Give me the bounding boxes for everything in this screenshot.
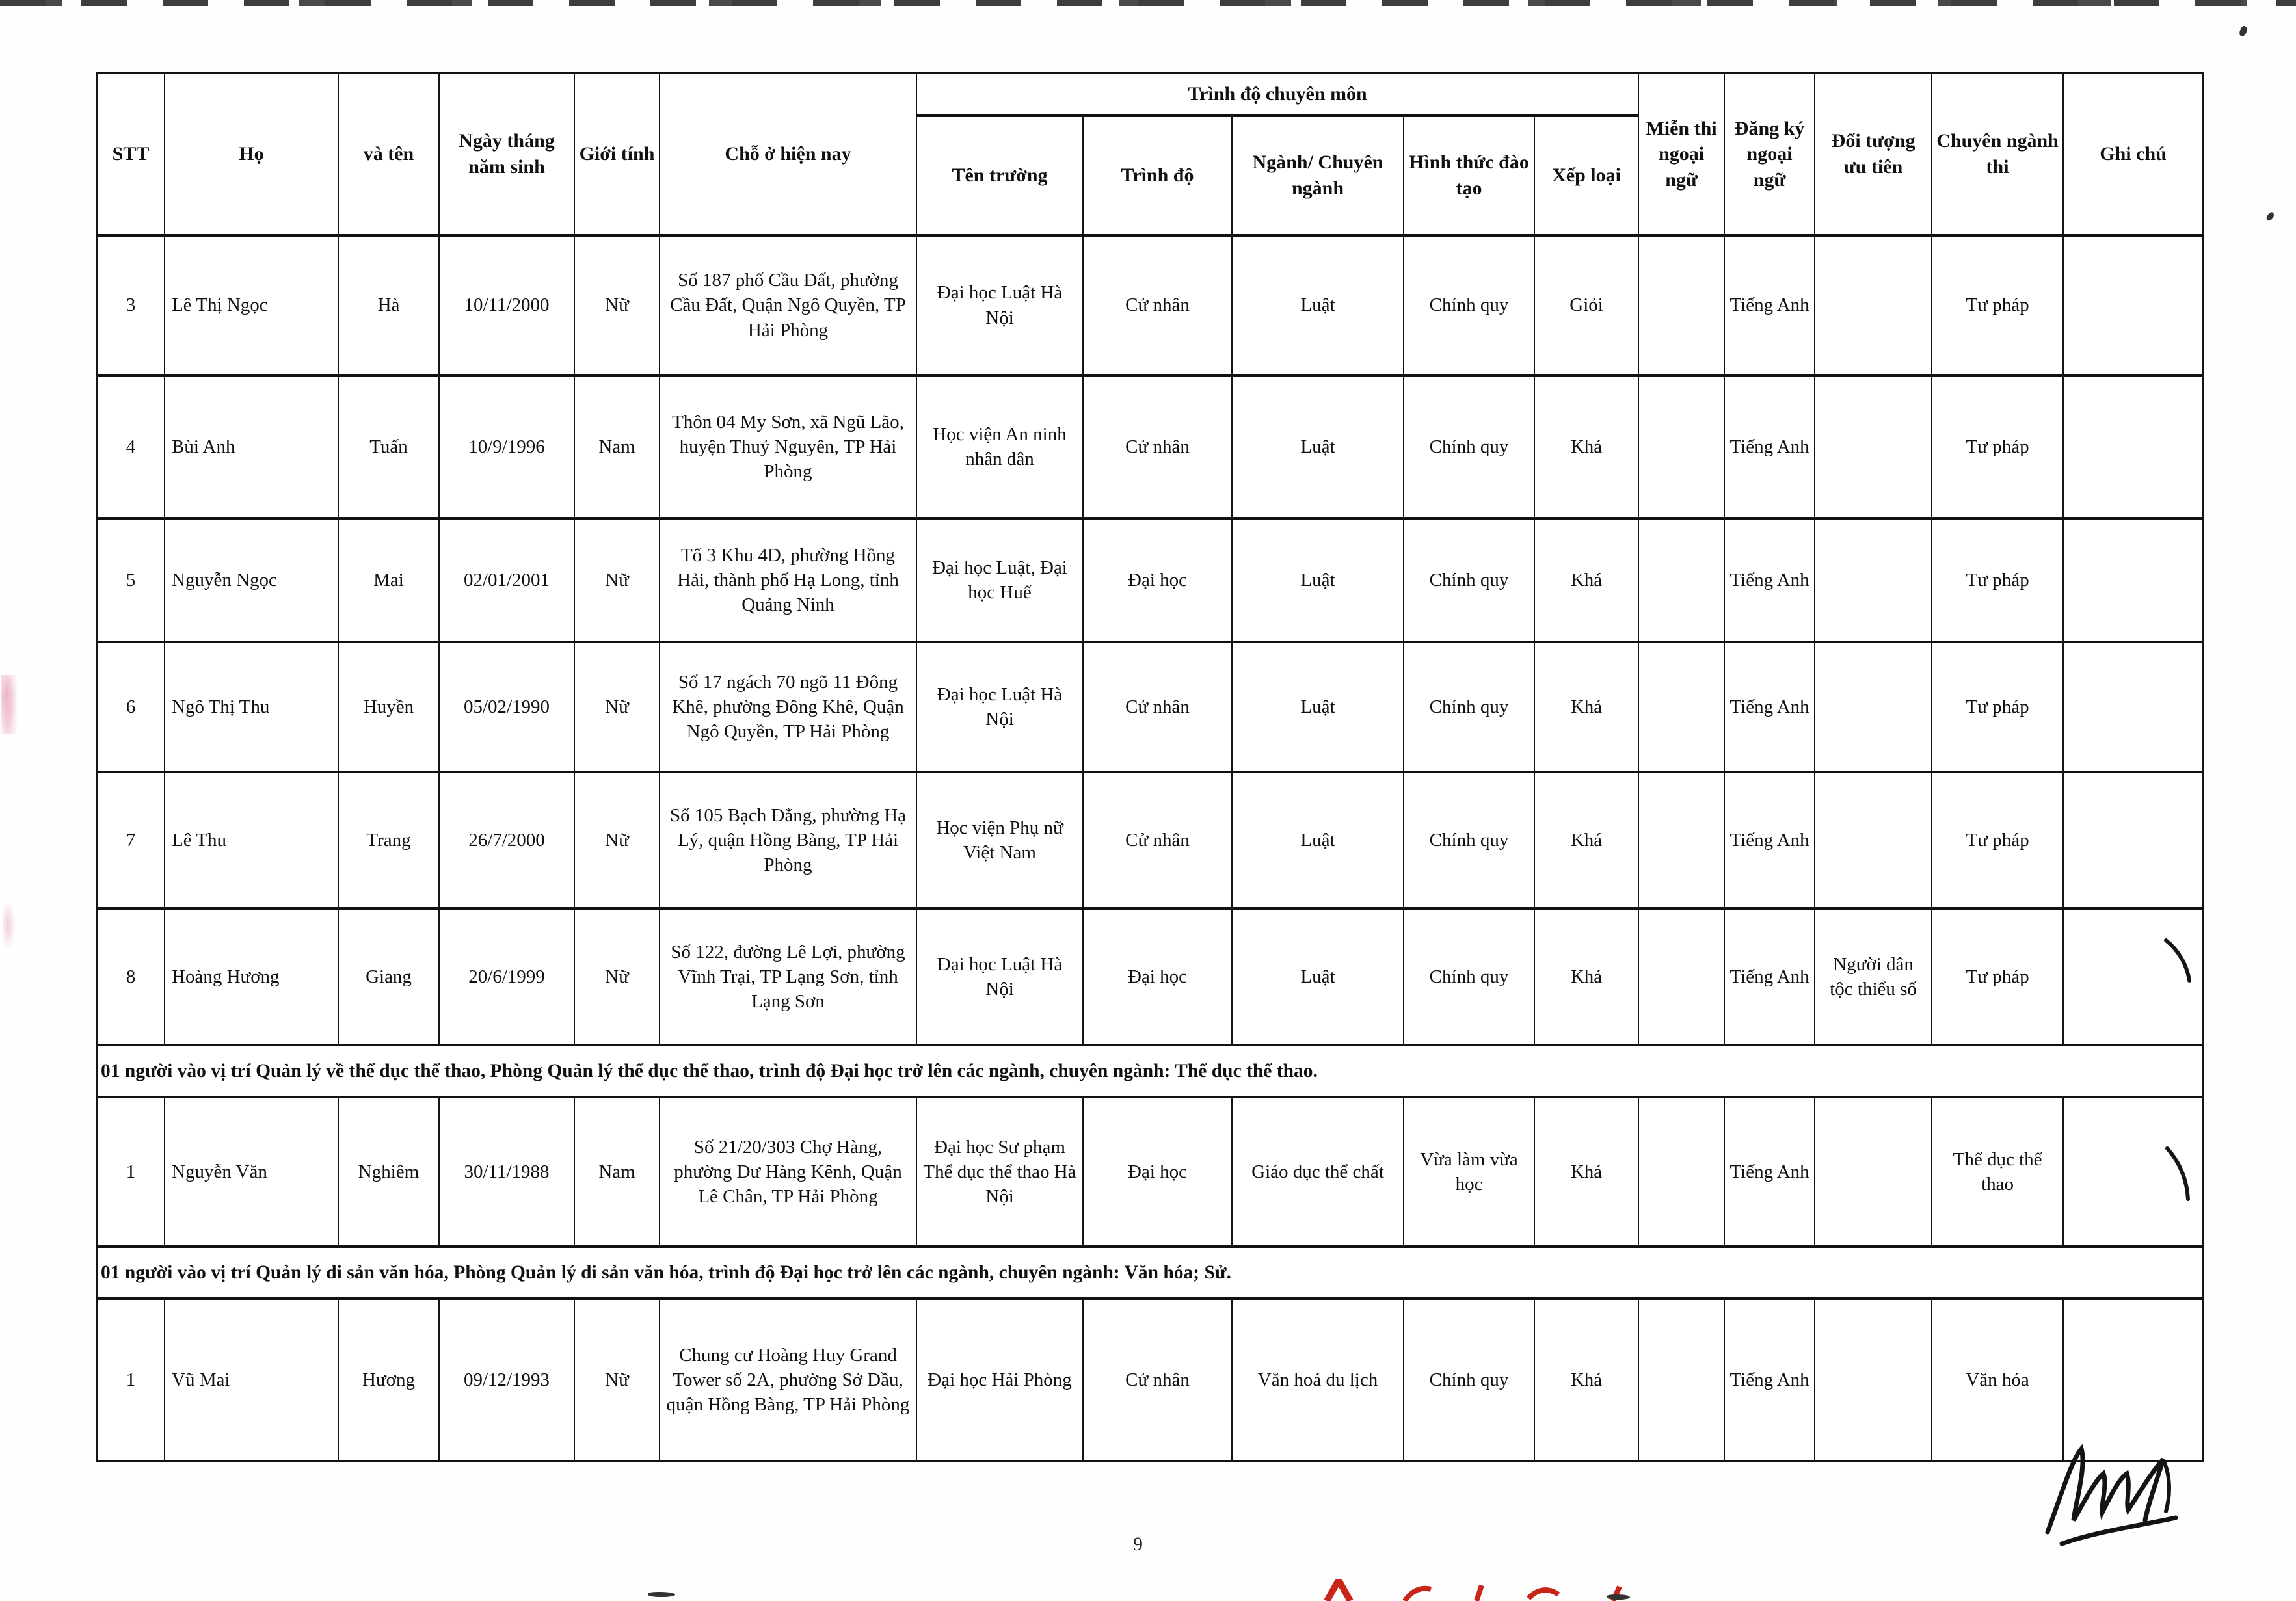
cell-chuyen_nganh: Tư pháp	[1932, 908, 2063, 1045]
table-row	[97, 235, 2203, 375]
cell-ngoai_ngu: Tiếng Anh	[1724, 908, 1815, 1045]
cell-ten_truong: Đại học Sư phạm Thể dục thể thao Hà Nội	[916, 1097, 1083, 1247]
cell-cho_o: Số 21/20/303 Chợ Hàng, phường Dư Hàng Kênh, Quận Lê Chân, TP Hải Phòng	[660, 1097, 916, 1247]
cell-ten: Hà	[338, 235, 439, 375]
cell-mien_thi	[1638, 908, 1724, 1045]
cell-cho_o: Số 105 Bạch Đằng, phường Hạ Lý, quận Hồng Bàng, TP Hải Phòng	[660, 772, 916, 908]
header-gioi-tinh: Giới tính	[574, 73, 660, 235]
cell-ten_truong: Học viện Phụ nữ Việt Nam	[916, 772, 1083, 908]
cell-uu_tien	[1815, 1097, 1932, 1247]
cell-stt: 8	[97, 908, 165, 1045]
cell-stt: 4	[97, 375, 165, 518]
cell-xep_loai: Khá	[1534, 772, 1638, 908]
header-cho-o: Chỗ ở hiện nay	[660, 73, 916, 235]
cell-trinh_do: Đại học	[1083, 518, 1232, 642]
cell-xep_loai: Khá	[1534, 642, 1638, 772]
cell-hinh_thuc: Chính quy	[1404, 518, 1534, 642]
cell-ten_truong: Đại học Luật Hà Nội	[916, 908, 1083, 1045]
cell-xep_loai: Giỏi	[1534, 235, 1638, 375]
cell-uu_tien	[1815, 642, 1932, 772]
header-trinh-do: Trình độ	[1083, 116, 1232, 235]
cell-nganh: Luật	[1232, 772, 1404, 908]
cell-mien_thi	[1638, 235, 1724, 375]
cell-ngoai_ngu: Tiếng Anh	[1724, 642, 1815, 772]
cell-mien_thi	[1638, 772, 1724, 908]
table-row	[97, 375, 2203, 518]
header-stt: STT	[97, 73, 165, 235]
cell-ngoai_ngu: Tiếng Anh	[1724, 1097, 1815, 1247]
cell-ho: Vũ Mai	[165, 1299, 338, 1461]
cell-mien_thi	[1638, 1299, 1724, 1461]
cell-gioi_tinh: Nam	[574, 1097, 660, 1247]
cell-ten_truong: Đại học Luật Hà Nội	[916, 642, 1083, 772]
cell-ten: Trang	[338, 772, 439, 908]
cell-ten: Huyền	[338, 642, 439, 772]
cell-ngay_sinh: 02/01/2001	[439, 518, 574, 642]
cell-gioi_tinh: Nữ	[574, 518, 660, 642]
cell-mien_thi	[1638, 642, 1724, 772]
header-trinh-do-chuyen-mon: Trình độ chuyên môn	[916, 73, 1638, 116]
scan-dot	[2238, 25, 2249, 38]
scan-dot	[2265, 211, 2276, 222]
cell-ho: Bùi Anh	[165, 375, 338, 518]
cell-trinh_do: Cử nhân	[1083, 375, 1232, 518]
cell-chuyen_nganh: Tư pháp	[1932, 518, 2063, 642]
table-row	[97, 642, 2203, 772]
scan-dot	[648, 1592, 675, 1597]
cell-nganh: Luật	[1232, 235, 1404, 375]
header-ngay-sinh: Ngày tháng năm sinh	[439, 73, 574, 235]
cell-hinh_thuc: Chính quy	[1404, 1299, 1534, 1461]
cell-ngoai_ngu: Tiếng Anh	[1724, 375, 1815, 518]
cell-chuyen_nganh: Tư pháp	[1932, 772, 2063, 908]
page-number: 9	[1133, 1533, 1143, 1555]
cell-ngoai_ngu: Tiếng Anh	[1724, 1299, 1815, 1461]
cell-ho: Lê Thị Ngọc	[165, 235, 338, 375]
cell-ten: Mai	[338, 518, 439, 642]
cell-gioi_tinh: Nữ	[574, 908, 660, 1045]
cell-mien_thi	[1638, 518, 1724, 642]
cell-hinh_thuc: Chính quy	[1404, 375, 1534, 518]
cell-ngoai_ngu: Tiếng Anh	[1724, 772, 1815, 908]
table-row	[97, 908, 2203, 1045]
cell-xep_loai: Khá	[1534, 1299, 1638, 1461]
cell-ghi_chu	[2063, 518, 2203, 642]
header-ten-truong: Tên trường	[916, 116, 1083, 235]
cell-cho_o: Thôn 04 My Sơn, xã Ngũ Lão, huyện Thuỷ Nguyên, TP Hải Phòng	[660, 375, 916, 518]
cell-ten: Tuấn	[338, 375, 439, 518]
cell-xep_loai: Khá	[1534, 518, 1638, 642]
cell-xep_loai: Khá	[1534, 1097, 1638, 1247]
cell-ten_truong: Đại học Hải Phòng	[916, 1299, 1083, 1461]
table-row	[97, 1097, 2203, 1247]
cell-ten: Giang	[338, 908, 439, 1045]
section-header-row	[97, 1045, 2203, 1097]
section-heading: 01 người vào vị trí Quản lý di sản văn hóa, Phòng Quản lý di sản văn hóa, trình độ Đại học trở lên các ngành, chuyên ngành: Văn hóa; Sử.	[97, 1247, 2203, 1299]
cell-uu_tien	[1815, 772, 1932, 908]
cell-hinh_thuc: Chính quy	[1404, 908, 1534, 1045]
cell-cho_o: Tổ 3 Khu 4D, phường Hồng Hải, thành phố Hạ Long, tỉnh Quảng Ninh	[660, 518, 916, 642]
cell-cho_o: Số 17 ngách 70 ngõ 11 Đông Khê, phường Đông Khê, Quận Ngô Quyền, TP Hải Phòng	[660, 642, 916, 772]
cell-ten_truong: Học viện An ninh nhân dân	[916, 375, 1083, 518]
cell-uu_tien	[1815, 1299, 1932, 1461]
table-row	[97, 772, 2203, 908]
cell-trinh_do: Đại học	[1083, 908, 1232, 1045]
cell-ngay_sinh: 26/7/2000	[439, 772, 574, 908]
cell-chuyen_nganh: Thể dục thể thao	[1932, 1097, 2063, 1247]
cell-nganh: Luật	[1232, 908, 1404, 1045]
header-ghi-chu: Ghi chú	[2063, 73, 2203, 235]
cell-ho: Nguyễn Ngọc	[165, 518, 338, 642]
scan-smudge	[3, 899, 16, 951]
cell-cho_o: Số 122, đường Lê Lợi, phường Vĩnh Trại, TP Lạng Sơn, tỉnh Lạng Sơn	[660, 908, 916, 1045]
cell-ghi_chu	[2063, 235, 2203, 375]
cell-stt: 6	[97, 642, 165, 772]
cell-chuyen_nganh: Tư pháp	[1932, 235, 2063, 375]
header-xep-loai: Xếp loại	[1534, 116, 1638, 235]
cell-ten: Hương	[338, 1299, 439, 1461]
header-chuyen-nganh-thi: Chuyên ngành thi	[1932, 73, 2063, 235]
header-dang-ky: Đăng ký ngoại ngữ	[1724, 73, 1815, 235]
cell-ngay_sinh: 30/11/1988	[439, 1097, 574, 1247]
cell-chuyen_nganh: Tư pháp	[1932, 375, 2063, 518]
cell-stt: 5	[97, 518, 165, 642]
candidate-table	[96, 72, 2204, 1462]
cell-trinh_do: Cử nhân	[1083, 1299, 1232, 1461]
cell-mien_thi	[1638, 1097, 1724, 1247]
section-header-row	[97, 1247, 2203, 1299]
cell-ngay_sinh: 10/11/2000	[439, 235, 574, 375]
cell-hinh_thuc: Chính quy	[1404, 772, 1534, 908]
cell-ghi_chu	[2063, 642, 2203, 772]
cell-nganh: Luật	[1232, 518, 1404, 642]
cell-hinh_thuc: Chính quy	[1404, 235, 1534, 375]
cell-ten_truong: Đại học Luật, Đại học Huế	[916, 518, 1083, 642]
scan-artifact-top	[0, 0, 2296, 6]
cell-trinh_do: Đại học	[1083, 1097, 1232, 1247]
cell-ten: Nghiêm	[338, 1097, 439, 1247]
cell-ho: Hoàng Hương	[165, 908, 338, 1045]
cell-nganh: Giáo dục thể chất	[1232, 1097, 1404, 1247]
cell-ghi_chu	[2063, 772, 2203, 908]
cell-xep_loai: Khá	[1534, 375, 1638, 518]
cell-ten_truong: Đại học Luật Hà Nội	[916, 235, 1083, 375]
cell-ngay_sinh: 20/6/1999	[439, 908, 574, 1045]
cell-gioi_tinh: Nữ	[574, 642, 660, 772]
cell-trinh_do: Cử nhân	[1083, 642, 1232, 772]
cell-mien_thi	[1638, 375, 1724, 518]
header-nganh: Ngành/ Chuyên ngành	[1232, 116, 1404, 235]
cell-hinh_thuc: Vừa làm vừa học	[1404, 1097, 1534, 1247]
cell-ho: Ngô Thị Thu	[165, 642, 338, 772]
header-doi-tuong: Đối tượng ưu tiên	[1815, 73, 1932, 235]
cell-xep_loai: Khá	[1534, 908, 1638, 1045]
cell-stt: 1	[97, 1097, 165, 1247]
pen-mark	[2161, 935, 2206, 994]
cell-uu_tien	[1815, 518, 1932, 642]
header-row-top	[97, 73, 2203, 116]
cell-uu_tien	[1815, 375, 1932, 518]
cell-ghi_chu	[2063, 375, 2203, 518]
table-row	[97, 518, 2203, 642]
cell-gioi_tinh: Nam	[574, 375, 660, 518]
cell-ngoai_ngu: Tiếng Anh	[1724, 518, 1815, 642]
pen-mark	[2161, 1145, 2206, 1210]
cell-nganh: Luật	[1232, 375, 1404, 518]
cell-cho_o: Số 187 phố Cầu Đất, phường Cầu Đất, Quận Ngô Quyền, TP Hải Phòng	[660, 235, 916, 375]
cell-ho: Nguyễn Văn	[165, 1097, 338, 1247]
cell-ho: Lê Thu	[165, 772, 338, 908]
header-hinh-thuc: Hình thức đào tạo	[1404, 116, 1534, 235]
header-mien-thi: Miễn thi ngoại ngữ	[1638, 73, 1724, 235]
cell-cho_o: Chung cư Hoàng Huy Grand Tower số 2A, phường Sở Dầu, quận Hồng Bàng, TP Hải Phòng	[660, 1299, 916, 1461]
cell-hinh_thuc: Chính quy	[1404, 642, 1534, 772]
cell-stt: 7	[97, 772, 165, 908]
cell-chuyen_nganh: Tư pháp	[1932, 642, 2063, 772]
cell-ngay_sinh: 09/12/1993	[439, 1299, 574, 1461]
section-heading: 01 người vào vị trí Quản lý về thể dục thể thao, Phòng Quản lý thể dục thể thao, trình độ Đại học trở lên các ngành, chuyên ngành: Thể dục thể thao.	[97, 1045, 2203, 1097]
cell-trinh_do: Cử nhân	[1083, 235, 1232, 375]
cell-uu_tien: Người dân tộc thiểu số	[1815, 908, 1932, 1045]
cell-stt: 3	[97, 235, 165, 375]
cell-gioi_tinh: Nữ	[574, 1299, 660, 1461]
cell-chuyen_nganh: Văn hóa	[1932, 1299, 2063, 1461]
header-va-ten: và tên	[338, 73, 439, 235]
cell-uu_tien	[1815, 235, 1932, 375]
cell-nganh: Văn hoá du lịch	[1232, 1299, 1404, 1461]
cell-gioi_tinh: Nữ	[574, 235, 660, 375]
table-row	[97, 1299, 2203, 1461]
cell-stt: 1	[97, 1299, 165, 1461]
cell-ngay_sinh: 05/02/1990	[439, 642, 574, 772]
cell-trinh_do: Cử nhân	[1083, 772, 1232, 908]
scan-dot	[1607, 1594, 1630, 1600]
cell-ngay_sinh: 10/9/1996	[439, 375, 574, 518]
cell-ngoai_ngu: Tiếng Anh	[1724, 235, 1815, 375]
cell-gioi_tinh: Nữ	[574, 772, 660, 908]
signature-mark	[2036, 1435, 2205, 1558]
red-ink-artifact	[1307, 1579, 1646, 1601]
scan-smudge	[1, 675, 18, 734]
header-ho: Họ	[165, 73, 338, 235]
cell-nganh: Luật	[1232, 642, 1404, 772]
